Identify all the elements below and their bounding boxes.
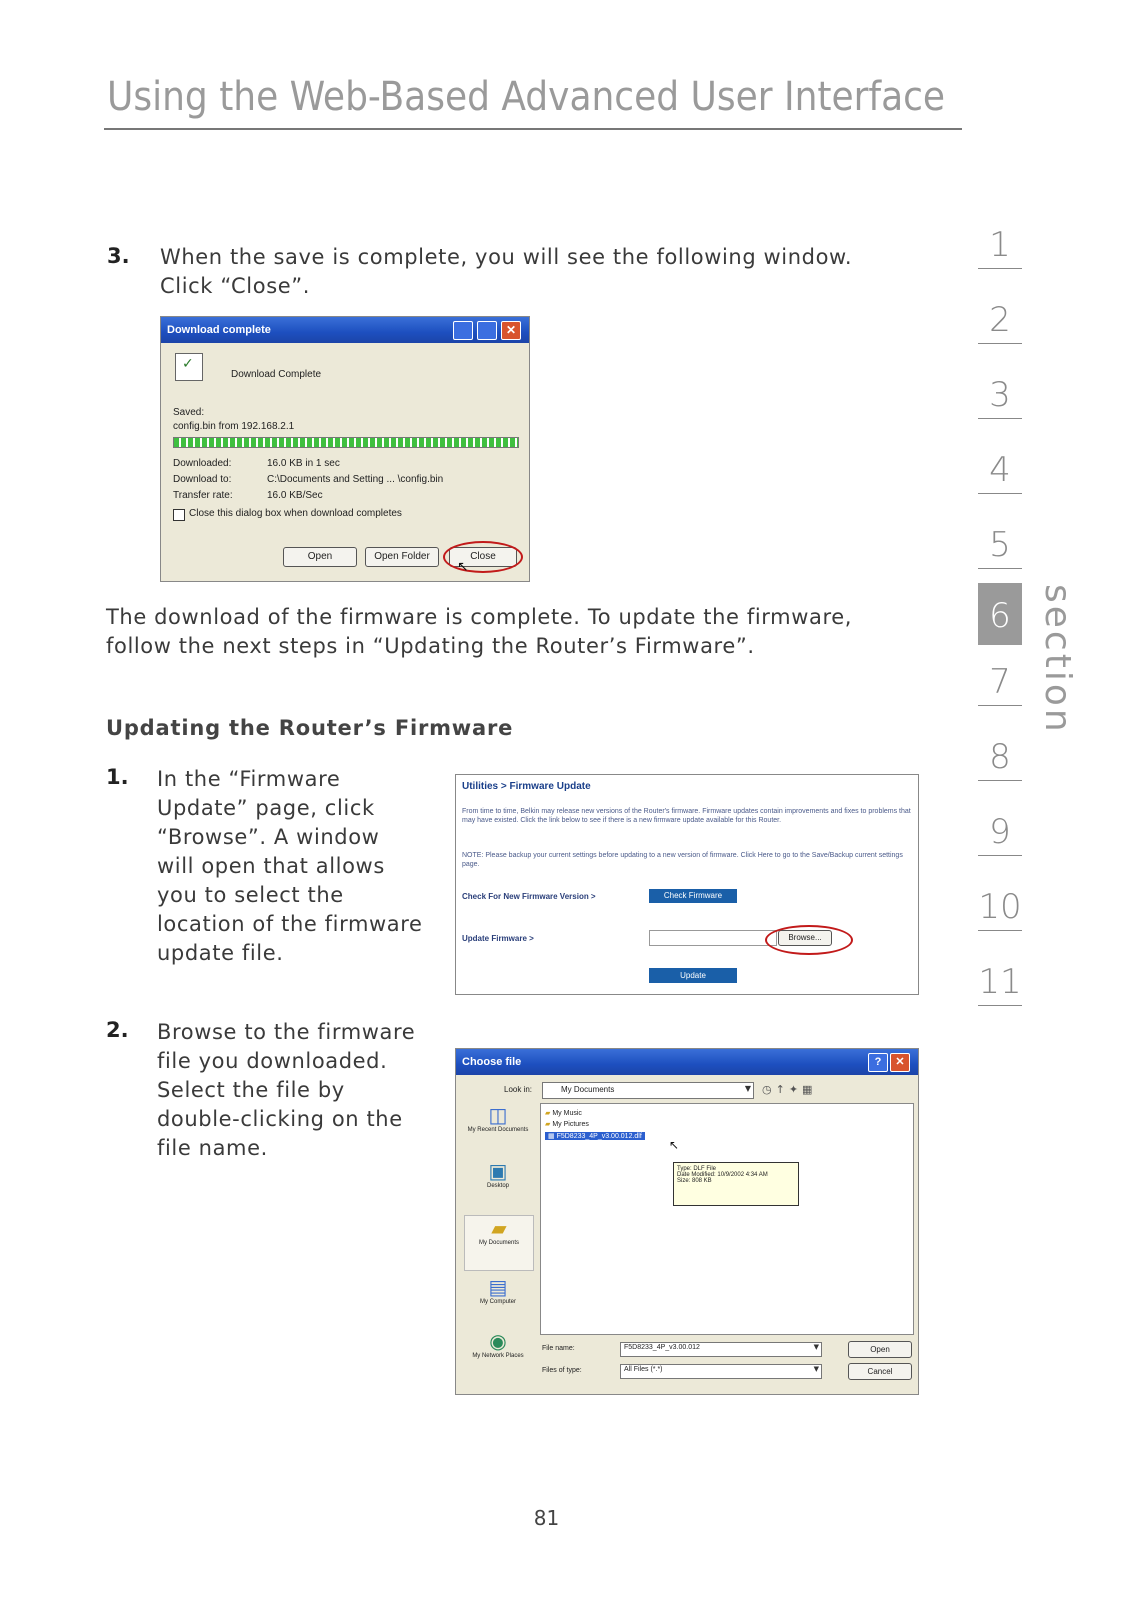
- section-nav-item-7: 7: [989, 662, 1011, 702]
- step-1-line: “Browse”. A window: [157, 825, 380, 849]
- place-label: My Documents: [478, 1240, 519, 1246]
- close-when-complete-label: Close this dialog box when download completes: [189, 508, 402, 519]
- section-nav-rule: [978, 418, 1022, 419]
- section-nav-item-5: 5: [989, 525, 1011, 565]
- place-label: My Recent Documents: [467, 1127, 529, 1133]
- step-3-number: 3.: [107, 244, 130, 268]
- files-of-type-label: Files of type:: [542, 1367, 582, 1374]
- step-1-line: update file.: [157, 941, 284, 965]
- place-label: My Computer: [479, 1299, 516, 1305]
- downloaded-label: Downloaded:: [173, 458, 232, 469]
- place-recent[interactable]: [462, 1103, 534, 1153]
- folder-icon: ▰: [545, 1110, 551, 1117]
- download-progress-fill: [174, 438, 518, 447]
- help-icon: ?: [868, 1053, 888, 1072]
- place-desktop[interactable]: [462, 1159, 534, 1209]
- page-header-title: Using the Web-Based Advanced User Interface: [107, 74, 946, 120]
- section-nav-rule: [978, 855, 1022, 856]
- file-icon: ▦: [548, 1133, 555, 1140]
- open-folder-button[interactable]: Open Folder: [365, 547, 439, 567]
- file-name-label: F5D8233_4P_v3.00.012.dlf: [556, 1133, 642, 1140]
- section-nav-item-3: 3: [989, 375, 1011, 415]
- close-icon: ✕: [501, 321, 521, 340]
- step-2-line: Browse to the firmware: [157, 1020, 416, 1044]
- files-of-type-value: All Files (*.*): [624, 1366, 663, 1373]
- section-nav-rule: [978, 493, 1022, 494]
- section-nav-item-10: 10: [978, 887, 1022, 927]
- update-firmware-label: Update Firmware >: [462, 934, 534, 943]
- check-firmware-label: Check For New Firmware Version >: [462, 892, 596, 901]
- browse-highlight-circle: [765, 925, 853, 955]
- section-nav-item-2: 2: [989, 300, 1011, 340]
- firmware-note: NOTE: Please backup your current settings before updating to a new version of firmware. Click Here to go to the Save/Backup current settings page.: [462, 852, 903, 868]
- section-nav-rule: [978, 343, 1022, 344]
- download-to-value: C:\Documents and Setting ... \config.bin: [267, 474, 444, 485]
- section-nav-item-4: 4: [989, 450, 1011, 490]
- open-button[interactable]: Open: [283, 547, 357, 567]
- place-network[interactable]: [462, 1329, 534, 1383]
- saved-label: Saved:: [173, 407, 205, 418]
- place-my-computer[interactable]: [462, 1275, 534, 1325]
- folder-icon: ▰: [545, 1121, 551, 1128]
- step-2-line: file name.: [157, 1136, 268, 1160]
- header-rule: [104, 128, 962, 130]
- paragraph-line-1: The download of the firmware is complete. To update the firmware,: [106, 605, 853, 629]
- section-nav-rule: [978, 268, 1022, 269]
- chevron-down-icon: ▼: [813, 1365, 819, 1373]
- tooltip-type: Type: DLF File: [677, 1166, 717, 1172]
- step-2-number: 2.: [106, 1018, 129, 1042]
- recent-documents-icon: ◫: [488, 1103, 508, 1127]
- section-nav: [978, 222, 1022, 1006]
- places-bar: [462, 1103, 534, 1383]
- maximize-icon: [477, 321, 497, 340]
- look-in-dropdown[interactable]: [542, 1082, 754, 1099]
- section-nav-rule: [978, 930, 1022, 931]
- step-2-line: file you downloaded.: [157, 1049, 388, 1073]
- section-subheading: Updating the Router’s Firmware: [106, 716, 514, 740]
- tooltip-date: Date Modified: 10/9/2002 4:34 AM: [677, 1172, 768, 1178]
- section-nav-item-8: 8: [989, 737, 1011, 777]
- transfer-rate-value: 16.0 KB/Sec: [267, 490, 323, 501]
- step-1-line: Update” page, click: [157, 796, 375, 820]
- file-item-firmware[interactable]: [545, 1132, 645, 1140]
- my-documents-icon: ▰: [491, 1216, 507, 1240]
- step-1-number: 1.: [106, 765, 129, 789]
- open-button[interactable]: Open: [848, 1341, 912, 1358]
- update-button[interactable]: Update: [649, 968, 737, 983]
- chevron-down-icon: ▼: [813, 1343, 819, 1351]
- cancel-button[interactable]: Cancel: [848, 1363, 912, 1380]
- firmware-description: From time to time, Belkin may release new versions of the Router's firmware. Firmware updates contain improvements and fixes to problems that may have existed. Click the link below to see if there is a new firmware update available for this Router.: [462, 808, 911, 824]
- file-name-label: My Music: [552, 1110, 582, 1117]
- place-label: Desktop: [486, 1183, 509, 1189]
- section-nav-rule: [978, 705, 1022, 706]
- file-name-label: My Pictures: [552, 1121, 589, 1128]
- desktop-icon: ▣: [488, 1159, 508, 1183]
- firmware-breadcrumb: Utilities > Firmware Update: [462, 781, 591, 792]
- step-2-line: Select the file by: [157, 1078, 345, 1102]
- file-name-field-label: File name:: [542, 1345, 575, 1352]
- download-dialog-titlebar: [161, 317, 529, 343]
- my-computer-icon: ▤: [488, 1275, 508, 1299]
- step-1-line: location of the firmware: [157, 912, 423, 936]
- step-1-line: will open that allows: [157, 854, 385, 878]
- choose-file-titlebar: [456, 1049, 918, 1075]
- firmware-complete-paragraph: [106, 603, 852, 661]
- step-1-line: you to select the: [157, 883, 344, 907]
- step-3-line-2: Click “Close”.: [160, 274, 311, 298]
- step-1-text: [157, 765, 423, 968]
- file-item-my-music[interactable]: [545, 1109, 582, 1117]
- look-in-value: My Documents: [561, 1085, 615, 1094]
- section-nav-rule: [978, 568, 1022, 569]
- step-2-text: [157, 1018, 415, 1163]
- close-highlight-circle: [443, 541, 523, 573]
- section-nav-item-11: 11: [978, 962, 1022, 1002]
- toolbar-icons: ◷↑✦▦: [762, 1083, 817, 1096]
- file-tooltip: [673, 1162, 799, 1206]
- page-number: 81: [533, 1506, 560, 1530]
- browse-button[interactable]: Browse...: [778, 930, 832, 946]
- paragraph-line-2: follow the next steps in “Updating the Router’s Firmware”.: [106, 634, 755, 658]
- place-label: My Network Places: [472, 1353, 524, 1359]
- close-when-complete-checkbox[interactable]: [173, 509, 185, 521]
- look-in-label: Look in:: [504, 1085, 533, 1094]
- section-nav-rule: [978, 1005, 1022, 1006]
- transfer-rate-label: Transfer rate:: [173, 490, 233, 501]
- section-nav-item-9: 9: [989, 812, 1011, 852]
- chevron-down-icon: ▼: [744, 1084, 751, 1093]
- check-firmware-button[interactable]: Check Firmware: [649, 889, 737, 903]
- section-nav-item-1: 1: [989, 225, 1011, 265]
- download-dialog-title: Download complete: [167, 324, 271, 336]
- section-nav-rule: [978, 780, 1022, 781]
- choose-file-screenshot: [455, 1048, 919, 1395]
- file-name-input-value: F5D8233_4P_v3.00.012: [624, 1344, 700, 1351]
- section-nav-item-6-active: 6: [978, 583, 1022, 645]
- file-name-input[interactable]: [620, 1342, 822, 1357]
- firmware-file-input[interactable]: [649, 930, 777, 946]
- close-button[interactable]: Close: [449, 547, 517, 567]
- close-icon: ✕: [890, 1053, 910, 1072]
- minimize-icon: [453, 321, 473, 340]
- mouse-cursor-icon: ↖: [669, 1138, 680, 1152]
- tooltip-size: Size: 808 KB: [677, 1178, 712, 1184]
- download-heading: Download Complete: [231, 369, 322, 380]
- saved-value: config.bin from 192.168.2.1: [173, 421, 295, 432]
- step-2-line: double-clicking on the: [157, 1107, 403, 1131]
- download-progress-bar: [173, 437, 519, 448]
- download-to-label: Download to:: [173, 474, 232, 485]
- file-item-my-pictures[interactable]: [545, 1120, 589, 1128]
- step-3-line-1: When the save is complete, you will see the following window.: [160, 245, 853, 269]
- firmware-update-screenshot: [455, 774, 919, 995]
- step-1-line: In the “Firmware: [157, 767, 341, 791]
- files-of-type-dropdown[interactable]: [620, 1364, 822, 1379]
- mouse-cursor-icon: ↖: [457, 559, 469, 575]
- place-my-documents[interactable]: [464, 1215, 534, 1271]
- step-3-text: [160, 243, 852, 301]
- downloaded-value: 16.0 KB in 1 sec: [267, 458, 340, 469]
- download-document-icon: ✓: [175, 353, 203, 381]
- file-list-area[interactable]: [540, 1103, 914, 1335]
- download-complete-screenshot: [160, 316, 530, 582]
- section-vertical-label: section: [1037, 584, 1078, 735]
- network-places-icon: ◉: [489, 1329, 507, 1353]
- choose-file-title: Choose file: [462, 1056, 522, 1068]
